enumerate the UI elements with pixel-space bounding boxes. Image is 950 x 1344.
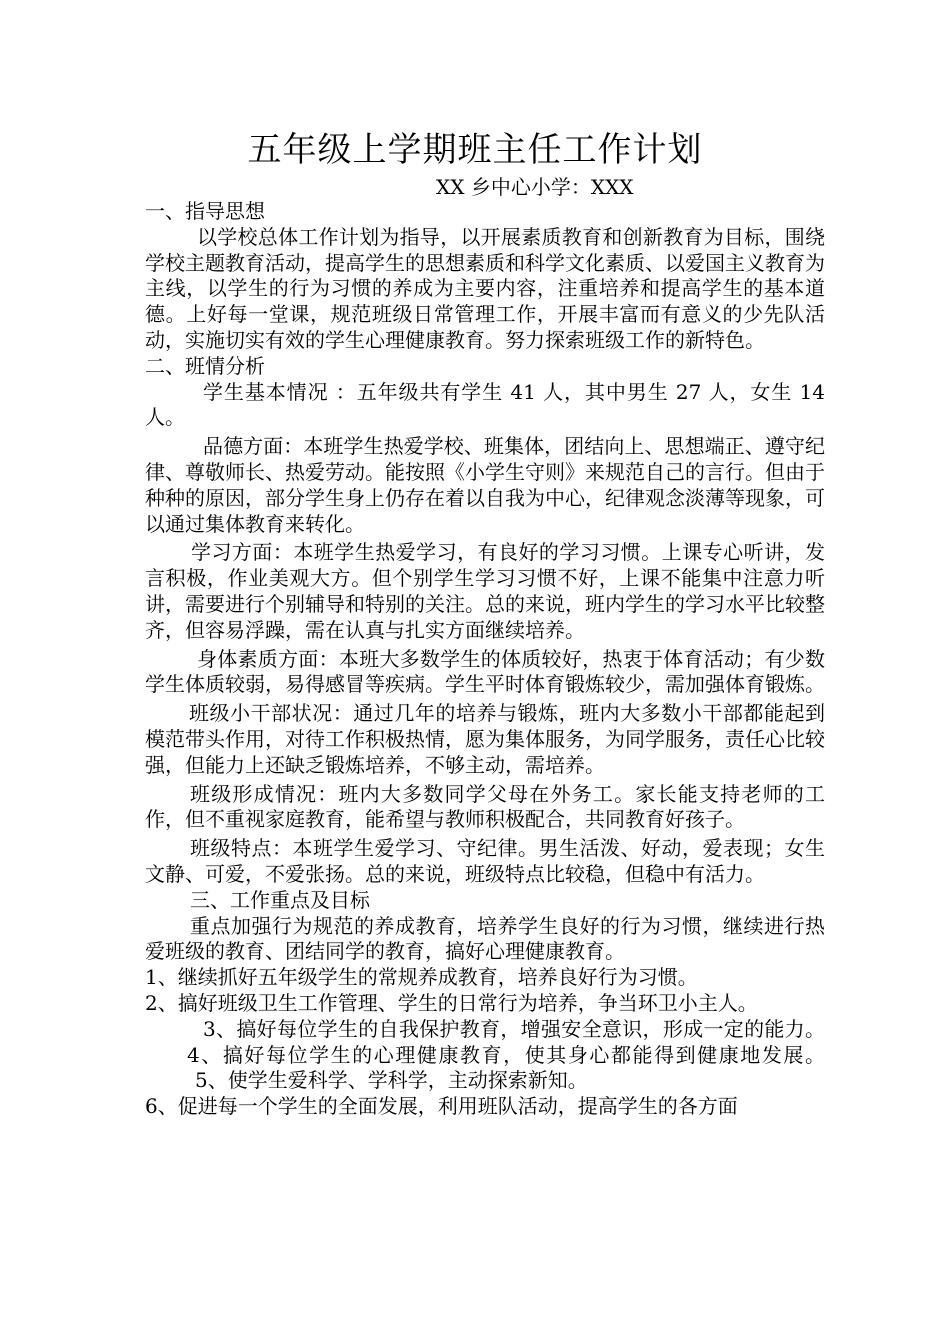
paragraph-physical: 身体素质方面：本班大多数学生的体质较好，热衷于体育活动；有少数学生体质较弱，易得感冒等疾病。学生平时体育锻炼较少，需加强体育锻炼。 xyxy=(145,646,825,697)
section-heading-class-analysis: 二、班情分析 xyxy=(145,353,265,378)
paragraph-study: 学习方面：本班学生热爱学习，有良好的学习习惯。上课专心听讲，发言积极，作业美观大方。但个别学生学习习惯不好，上课不能集中注意力听讲，需要进行个别辅导和特别的关注。总的来说，班内学生的学习水平比较整齐，但容易浮躁，需在认真与扎实方面继续培养。 xyxy=(145,540,825,642)
document-subtitle: XX 乡中心小学：XXX xyxy=(436,175,634,199)
list-item-1: 1、继续抓好五年级学生的常规养成教育，培养良好行为习惯。 xyxy=(145,965,698,990)
list-item-5: 5、使学生爱科学、学科学，主动探索新知。 xyxy=(195,1068,588,1093)
document-body xyxy=(145,199,825,1120)
section-heading-work-focus: 三、工作重点及目标 xyxy=(190,887,370,912)
section-heading-guiding-ideology: 一、指导思想 xyxy=(145,199,265,223)
paragraph-guiding-ideology: 以学校总体工作计划为指导，以开展素质教育和创新教育为目标，围绕学校主题教育活动，提高学生的思想素质和科学文化素质、以爱国主义教育为主线，以学生的行为习惯的养成为主要内容，注重培养和提高学生的基本道德。上好每一堂课，规范班级日常管理工作，开展丰富而有意义的少先队活动，实施切实有效的学生心理健康教育。努力探索班级工作的新特色。 xyxy=(145,224,825,352)
paragraph-class-cadres: 班级小干部状况：通过几年的培养与锻炼，班内大多数小干部都能起到模范带头作用，对待工作积极热情，愿为集体服务，为同学服务，责任心比较强，但能力上还缺乏锻炼培养，不够主动，需培养。 xyxy=(145,701,825,777)
paragraph-class-features: 班级特点：本班学生爱学习、守纪律。男生活泼、好动，爱表现；女生文静、可爱，不爱张扬。总的来说，班级特点比较稳，但稳中有活力。 xyxy=(145,836,825,886)
paragraph-moral: 品德方面：本班学生热爱学校、班集体，团结向上、思想端正、遵守纪律、尊敬师长、热爱劳动。能按照《小学生守则》来规范自己的言行。但由于种种的原因，部分学生身上仍存在着以自我为中心，纪律观念淡薄等现象，可以通过集体教育来转化。 xyxy=(145,434,825,536)
list-item-3: 3、搞好每位学生的自我保护教育，增强安全意识，形成一定的能力。 xyxy=(203,1016,825,1041)
paragraph-work-focus: 重点加强行为规范的养成教育，培养学生良好的行为习惯，继续进行热爱班级的教育、团结同学的教育，搞好心理健康教育。 xyxy=(145,913,825,964)
document-title: 五年级上学期班主任工作计划 xyxy=(247,130,703,170)
list-item-4: 4、搞好每位学生的心理健康教育，使其身心都能得到健康地发展。 xyxy=(187,1042,825,1067)
list-item-2: 2、搞好班级卫生工作管理、学生的日常行为培养，争当环卫小主人。 xyxy=(145,990,758,1015)
list-item-6: 6、促进每一个学生的全面发展，利用班队活动，提高学生的各方面 xyxy=(145,1094,738,1119)
list-item-group-3-5 xyxy=(145,1017,825,1094)
paragraph-class-formation: 班级形成情况：班内大多数同学父母在外务工。家长能支持老师的工作，但不重视家庭教育，能希望与教师积极配合，共同教育好孩子。 xyxy=(145,781,825,832)
paragraph-basic-situation: 学生基本情况 ：五年级共有学生 41 人，其中男生 27 人，女生 14 人。 xyxy=(145,379,825,430)
